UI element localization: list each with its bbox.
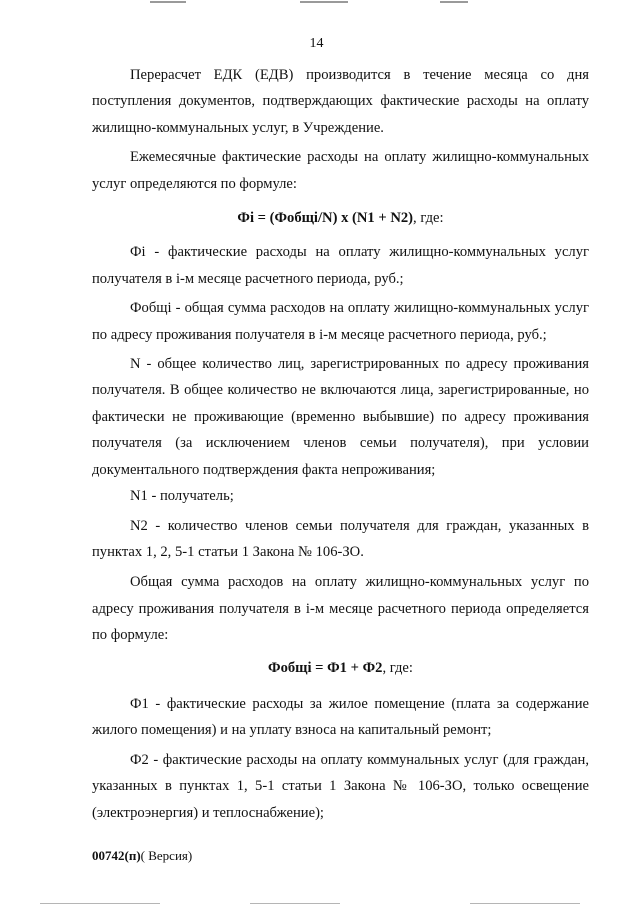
paragraph-recalculation: Перерасчет ЕДК (ЕДВ) производится в течение месяца со дня поступления документов, подтверждающих фактические расходы на оплату жилищно-коммунальных услуг, в Учреждение.	[92, 67, 589, 136]
scan-edge-bottom	[0, 899, 633, 905]
definition-fi: Фi - фактические расходы на оплату жилищно-коммунальных услуг получателя в i-м месяце расчетного периода, руб.;	[92, 244, 589, 287]
definition-n: N - общее количество лиц, зарегистрированных по адресу проживания получателя. В общее количество не включаются лица, зарегистрированные, но фактически не проживающие (временно выбывшие) по адресу проживания получателя (за исключением членов семьи получателя), при условии документального подтверждения факта непроживания;	[92, 356, 589, 478]
paragraph-total-expenses: Общая сумма расходов на оплату жилищно-коммунальных услуг по адресу проживания получателя в i-м месяце расчетного периода определяется по формуле:	[92, 574, 589, 644]
document-footer	[92, 848, 192, 864]
formula-fi	[92, 205, 589, 231]
document-version: ( Версия)	[140, 848, 193, 863]
scan-edge-top	[0, 0, 633, 9]
document-body	[92, 62, 589, 826]
formula-fobshi-tail: , где:	[382, 659, 413, 676]
document-code: 00742(п)	[92, 848, 141, 863]
definition-n1: N1 - получатель;	[130, 488, 234, 505]
formula-fi-tail: , где:	[413, 210, 444, 227]
definition-f2: Ф2 - фактические расходы на оплату коммунальных услуг (для граждан, указанных в пунктах 1, 5-1 статьи 1 Закона № 106-ЗО, только освещение (электроэнергия) и теплоснабжение);	[92, 751, 589, 821]
definition-fobshi: Фобщi - общая сумма расходов на оплату жилищно-коммунальных услуг по адресу проживания получателя в i-м месяце расчетного периода, руб.;	[92, 300, 589, 343]
formula-fobshi	[92, 655, 589, 681]
paragraph-monthly-expenses: Ежемесячные фактические расходы на оплату жилищно-коммунальных услуг определяются по формуле:	[92, 149, 589, 192]
definition-n2: N2 - количество членов семьи получателя для граждан, указанных в пунктах 1, 2, 5-1 статьи 1 Закона № 106-ЗО.	[92, 517, 589, 560]
formula-fobshi-expression: Фобщi = Ф1 + Ф2	[268, 659, 383, 676]
formula-fi-expression: Фi = (Фобщi/N) x (N1 + N2)	[237, 210, 414, 227]
page-number: 14	[309, 36, 324, 51]
definition-f1: Ф1 - фактические расходы за жилое помещение (плата за содержание жилого помещения) и на уплату взноса на капитальный ремонт;	[92, 695, 589, 739]
